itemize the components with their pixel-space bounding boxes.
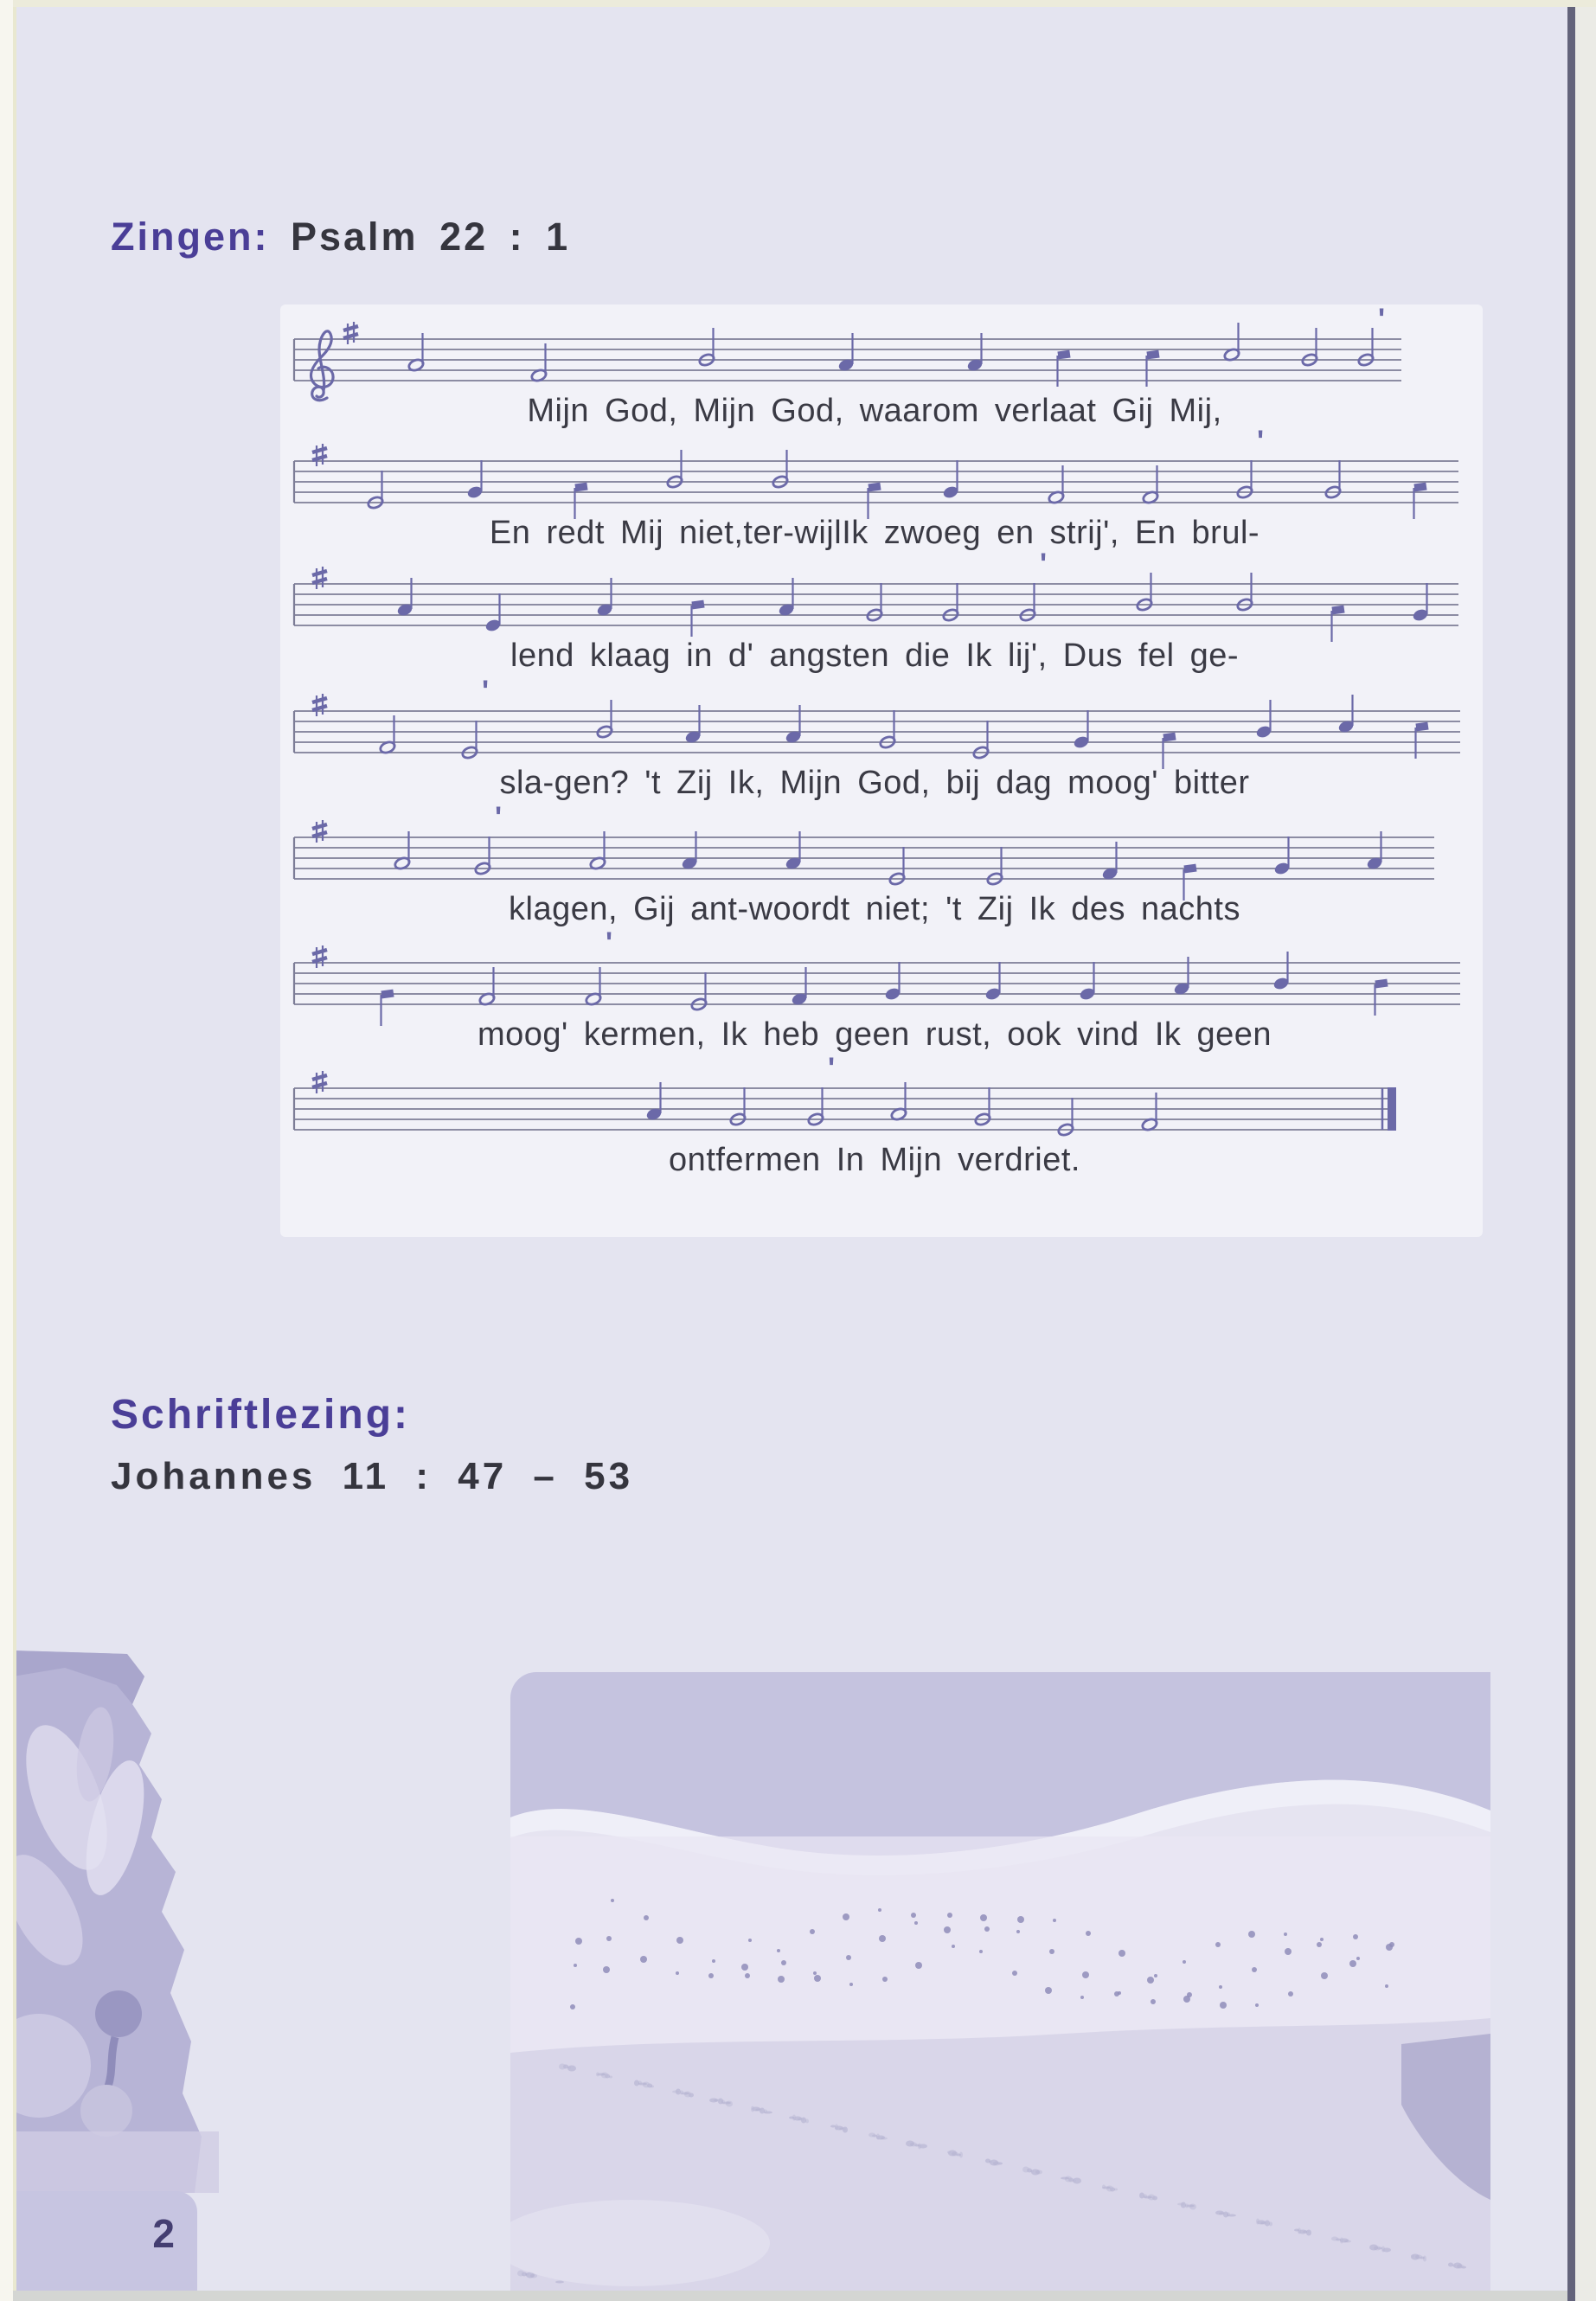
section-heading-zingen: [111, 215, 570, 260]
svg-text:': ': [1378, 303, 1386, 336]
scan-edge-bottom: [13, 2291, 1567, 2301]
scan-edge-top: [13, 0, 1596, 7]
svg-text:': ': [1257, 425, 1265, 458]
svg-text:': ': [495, 801, 503, 834]
svg-text:': ': [482, 675, 490, 708]
landscape-photo-hills-sheep: [510, 1672, 1490, 2297]
scan-edge-left: [0, 0, 13, 2301]
left-photo-rock-leaves: [13, 1650, 219, 2193]
page-number-tab: [16, 2191, 197, 2294]
section-heading-schriftlezing: Schriftlezing:: [111, 1391, 411, 1438]
scan-edge-right-line: [1567, 7, 1575, 2301]
page-number: 2: [152, 2211, 175, 2256]
staff-lyric-4: sla-gen? 't Zij Ik, Mijn God, bij dag moog' bitter: [499, 765, 1250, 801]
scripture-reference: Johannes 11 : 47 – 53: [111, 1455, 634, 1497]
staff-lyric-6: moog' kermen, Ik heb geen rust, ook vind Ik geen: [477, 1016, 1272, 1053]
zingen-reference: Psalm 22 : 1: [290, 215, 571, 260]
staff-lyric-3: lend klaag in d' angsten die Ik lij', Dus fel ge-: [510, 638, 1239, 674]
scan-edge-right: [1575, 7, 1596, 2301]
svg-text:': ': [828, 1052, 836, 1085]
zingen-label: Zingen:: [111, 215, 270, 260]
staff-lyric-1: Mijn God, Mijn God, waarom verlaat Gij Mij,: [527, 393, 1222, 429]
staff-lyric-7: ontfermen In Mijn verdriet.: [669, 1142, 1080, 1178]
scan-edge-left-line: [13, 0, 16, 2301]
staff-lyric-5: klagen, Gij ant-woordt niet; 't Zij Ik des nachts: [509, 891, 1240, 927]
svg-text:': ': [606, 926, 613, 959]
staff-lyric-2: En redt Mij niet,ter-wijlIk zwoeg en strij', En brul-: [489, 515, 1260, 551]
svg-text:': ': [1040, 548, 1048, 580]
